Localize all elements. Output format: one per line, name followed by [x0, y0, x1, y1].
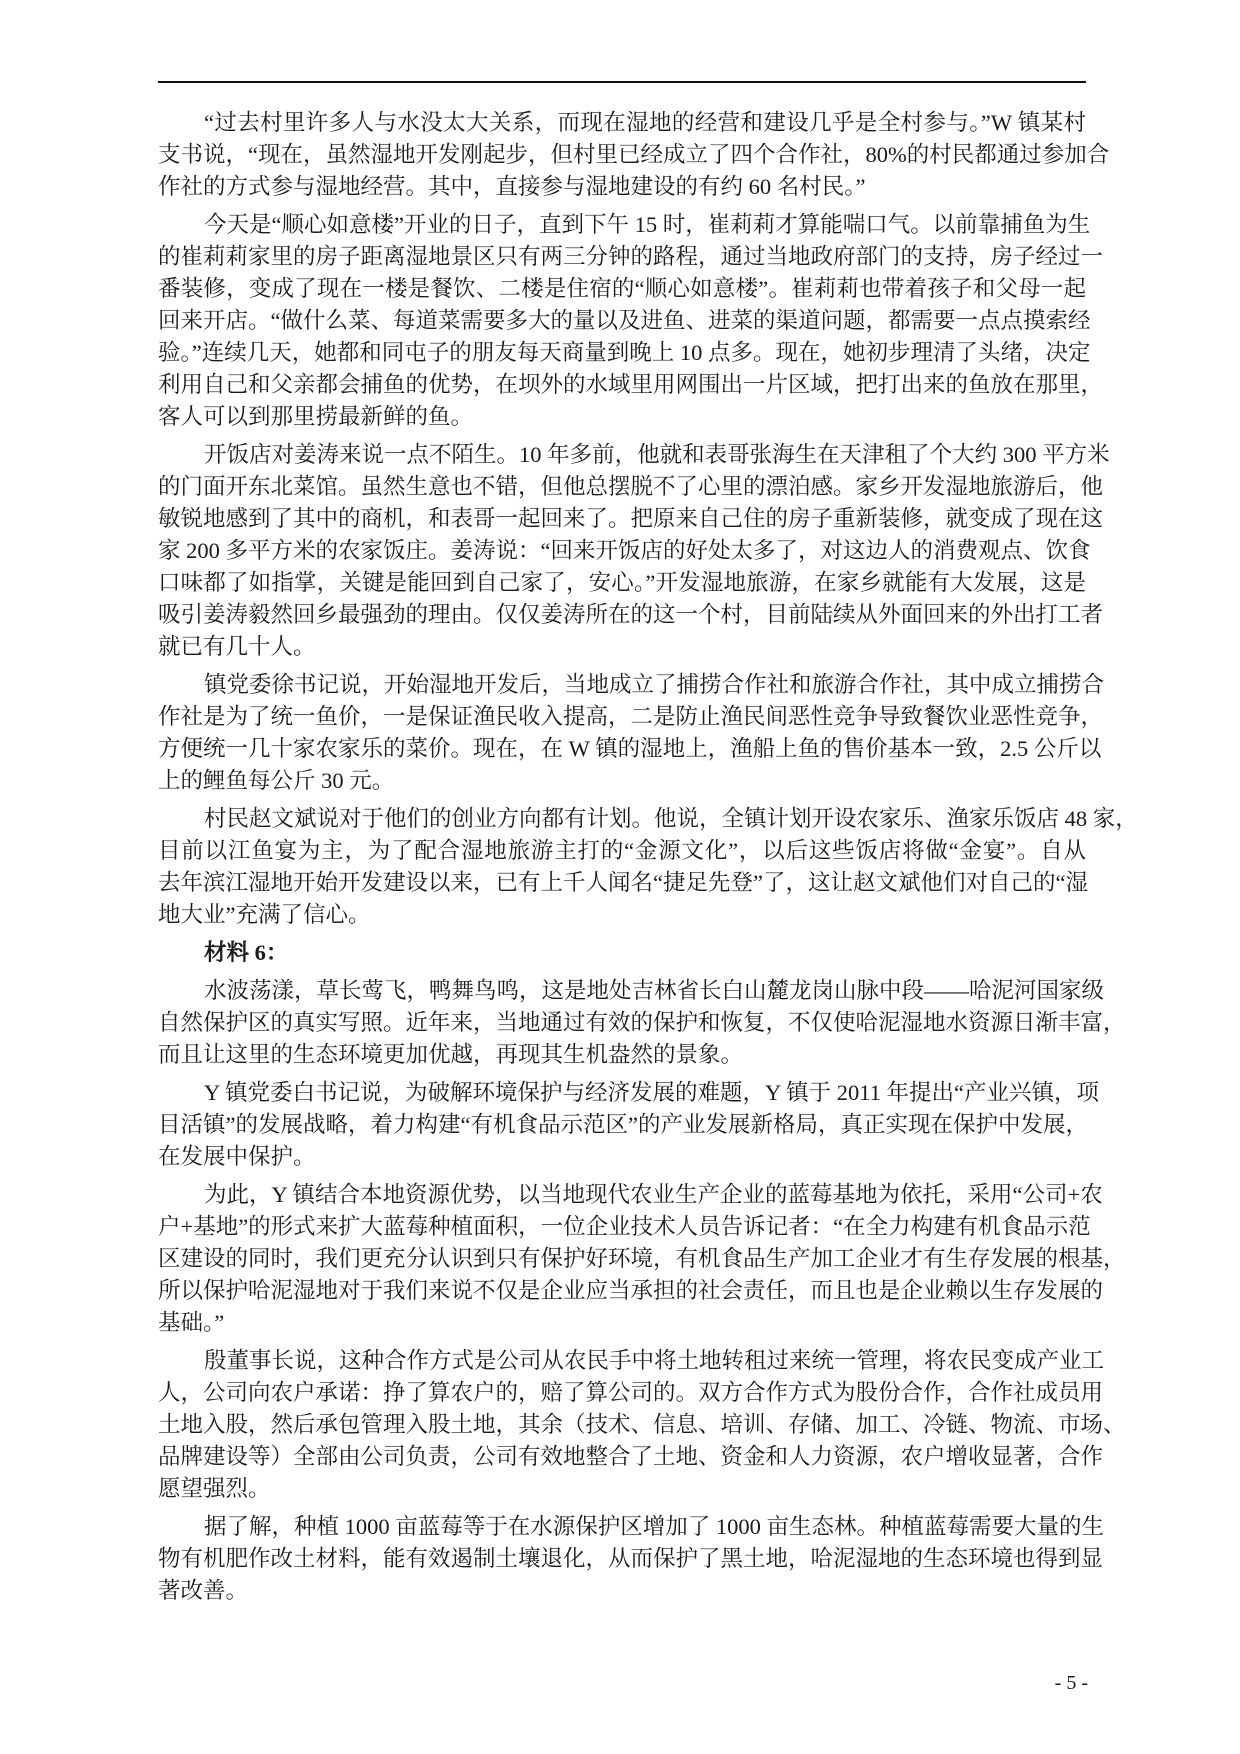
text-line: 今天是“顺心如意楼”开业的日子，直到下午 15 时，崔莉莉才算能喘口气。以前靠捕鱼为生: [204, 212, 1091, 237]
text-line: 物有机肥作改土材料，能有效遏制土壤退化，从而保护了黑土地，哈泥湿地的生态环境也得到显: [158, 1546, 1104, 1571]
text-line: 目前以江鱼宴为主，为了配合湿地旅游主打的“金源文化”，以后这些饭店将做“金宴”。自从: [158, 838, 1086, 863]
text-line: “过去村里许多人与水没太大关系，而现在湿地的经营和建设几乎是全村参与。”W 镇某村: [204, 110, 1086, 135]
text-line: 家 200 多平方米的农家饭庄。姜涛说：“回来开饭店的好处太多了，对这边人的消费观点、饮食: [158, 538, 1091, 563]
paragraph: [158, 975, 1126, 1071]
text-line: 支书说，“现在，虽然湿地开发刚起步，但村里已经成立了四个合作社，80%的村民都通过参加合: [158, 142, 1110, 167]
paragraph: [158, 1345, 1126, 1505]
text-line: 的崔莉莉家里的房子距离湿地景区只有两三分钟的路程，通过当地政府部门的支持，房子经过一: [158, 244, 1104, 269]
text-line: Y 镇党委白书记说，为破解环境保护与经济发展的难题，Y 镇于 2011 年提出“产业兴镇，项: [204, 1080, 1099, 1105]
paragraph: [158, 209, 1104, 433]
text-line: 作社的方式参与湿地经营。其中，直接参与湿地建设的有约 60 名村民。”: [158, 174, 866, 199]
paragraphs-after: [158, 975, 1126, 1607]
text-line: 区建设的同时，我们更充分认识到只有保护好环境，有机食品生产加工企业才有生存发展的根基，: [158, 1246, 1126, 1271]
text-line: 而且让这里的生态环境更加优越，再现其生机盎然的景象。: [158, 1042, 744, 1067]
paragraphs-before: [158, 107, 1138, 931]
text-line: 地大业”充满了信心。: [158, 902, 371, 927]
text-line: 目活镇”的发展战略，着力构建“有机食品示范区”的产业发展新格局，真正实现在保护中发展，: [158, 1112, 1088, 1137]
document-body: [158, 107, 1138, 1613]
text-line: 自然保护区的真实写照。近年来，当地通过有效的保护和恢复，不仅使哈泥湿地水资源日渐丰富，: [158, 1010, 1126, 1035]
header-rule: [158, 81, 1086, 83]
text-line: 客人可以到那里捞最新鲜的鱼。: [158, 404, 474, 429]
text-line: 作社是为了统一鱼价，一是保证渔民收入提高，二是防止渔民间恶性竞争导致餐饮业恶性竞争，: [158, 704, 1104, 729]
text-line: 利用自己和父亲都会捕鱼的优势，在坝外的水域里用网围出一片区域，把打出来的鱼放在那里，: [158, 372, 1104, 397]
page-number: - 5 -: [1054, 1672, 1088, 1694]
text-line: 水波荡漾，草长莺飞，鸭舞鸟鸣，这是地处吉林省长白山麓龙岗山脉中段——哈泥河国家级: [204, 978, 1105, 1003]
text-line: 殷董事长说，这种合作方式是公司从农民手中将土地转租过来统一管理，将农民变成产业工: [204, 1348, 1105, 1373]
text-line: 著改善。: [158, 1578, 249, 1603]
text-line: 开饭店对姜涛来说一点不陌生。10 年多前，他就和表哥张海生在天津租了个大约 300 平方米: [204, 442, 1110, 467]
paragraph: [158, 1179, 1126, 1339]
text-line: 验。”连续几天，她都和同屯子的朋友每天商量到晚上 10 点多。现在，她初步理清了头绪，决定: [158, 340, 1091, 365]
text-line: 村民赵文斌说对于他们的创业方向都有计划。他说，全镇计划开设农家乐、渔家乐饭店 48 家，: [204, 806, 1138, 831]
paragraph: [158, 1511, 1105, 1607]
paragraph: [158, 1077, 1099, 1173]
text-line: 愿望强烈。: [158, 1476, 271, 1501]
section-heading: 材料 6：: [204, 940, 289, 965]
text-line: 就已有几十人。: [158, 634, 316, 659]
text-line: 吸引姜涛毅然回乡最强劲的理由。仅仅姜涛所在的这一个村，目前陆续从外面回来的外出打工者: [158, 602, 1104, 627]
text-line: 所以保护哈泥湿地对于我们来说不仅是企业应当承担的社会责任，而且也是企业赖以生存发展的: [158, 1278, 1104, 1303]
text-line: 据了解，种植 1000 亩蓝莓等于在水源保护区增加了 1000 亩生态林。种植蓝莓需要大量的生: [204, 1514, 1105, 1539]
text-line: 方便统一几十家农家乐的菜价。现在，在 W 镇的湿地上，渔船上鱼的售价基本一致，2.5 公斤以: [158, 736, 1102, 761]
text-line: 番装修，变成了现在一楼是餐饮、二楼是住宿的“顺心如意楼”。崔莉莉也带着孩子和父母一起: [158, 276, 1086, 301]
text-line: 上的鲤鱼每公斤 30 元。: [158, 768, 395, 793]
text-line: 口味都了如指掌，关键是能回到自己家了，安心。”开发湿地旅游，在家乡就能有大发展，这是: [158, 570, 1086, 595]
paragraph: [158, 439, 1110, 663]
text-line: 镇党委徐书记说，开始湿地开发后，当地成立了捕捞合作社和旅游合作社，其中成立捕捞合: [204, 672, 1105, 697]
text-line: 敏锐地感到了其中的商机，和表哥一起回来了。把原来自己住的房子重新装修，就变成了现在这: [158, 506, 1104, 531]
text-line: 土地入股，然后承包管理入股土地，其余（技术、信息、培训、存储、加工、冷链、物流、市场、: [158, 1412, 1126, 1437]
paragraph: [158, 669, 1105, 797]
paragraph: [158, 803, 1138, 931]
text-line: 的门面开东北菜馆。虽然生意也不错，但他总摆脱不了心里的漂泊感。家乡开发湿地旅游后，他: [158, 474, 1104, 499]
text-line: 回来开店。“做什么菜、每道菜需要多大的量以及进鱼、进菜的渠道问题，都需要一点点摸索经: [158, 308, 1091, 333]
text-line: 品牌建设等）全部由公司负责，公司有效地整合了土地、资金和人力资源，农户增收显著，合作: [158, 1444, 1104, 1469]
text-line: 为此，Y 镇结合本地资源优势，以当地现代农业生产企业的蓝莓基地为依托，采用“公司+农: [204, 1182, 1103, 1207]
text-line: 基础。”: [158, 1310, 225, 1335]
text-line: 人，公司向农户承诺：挣了算农户的，赔了算公司的。双方合作方式为股份合作，合作社成员用: [158, 1380, 1104, 1405]
text-line: 在发展中保护。: [158, 1144, 316, 1169]
text-line: 户+基地”的形式来扩大蓝莓种植面积，一位企业技术人员告诉记者：“在全力构建有机食品示范: [158, 1214, 1091, 1239]
text-line: 去年滨江湿地开始开发建设以来，已有上千人闻名“捷足先登”了，这让赵文斌他们对自己的“湿: [158, 870, 1088, 895]
paragraph: [158, 107, 1110, 203]
